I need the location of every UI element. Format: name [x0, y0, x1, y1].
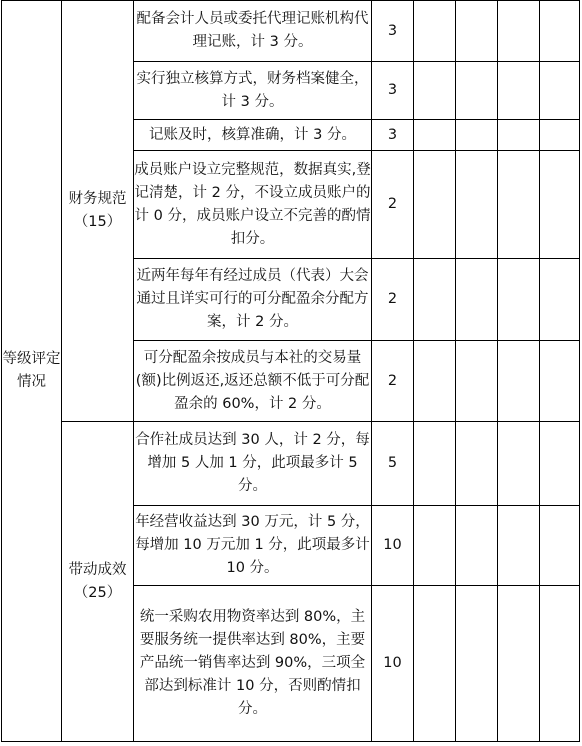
empty-cell: [456, 341, 498, 422]
empty-cell: [414, 506, 456, 586]
empty-cell: [498, 259, 540, 341]
criterion-cell: 成员账户设立完整规范，数据真实,登记清楚，计 2 分，不设立成员账户的计 0 分，成员账户设立不完善的酌情扣分。: [134, 151, 372, 259]
empty-cell: [414, 62, 456, 120]
empty-cell: [540, 151, 580, 259]
group-points: （15）: [73, 214, 122, 230]
empty-cell: [498, 1, 540, 62]
empty-cell: [414, 586, 456, 742]
empty-cell: [498, 151, 540, 259]
score-cell: 3: [372, 120, 414, 151]
group-name: 带动成效: [68, 561, 127, 578]
criterion-cell: 实行独立核算方式，财务档案健全，计 3 分。: [134, 62, 372, 120]
empty-cell: [498, 62, 540, 120]
score-cell: 3: [372, 62, 414, 120]
empty-cell: [540, 506, 580, 586]
empty-cell: [498, 586, 540, 742]
score-cell: 10: [372, 586, 414, 742]
empty-cell: [540, 120, 580, 151]
empty-cell: [456, 151, 498, 259]
criterion-cell: 记账及时，核算准确，计 3 分。: [134, 120, 372, 151]
empty-cell: [540, 259, 580, 341]
group-cell-impact: [62, 422, 134, 742]
empty-cell: [456, 586, 498, 742]
empty-cell: [540, 341, 580, 422]
empty-cell: [540, 422, 580, 506]
score-cell: 5: [372, 422, 414, 506]
empty-cell: [498, 120, 540, 151]
empty-cell: [414, 341, 456, 422]
criterion-cell: 统一采购农用物资率达到 80%，主要服务统一提供率达到 80%，主要产品统一销售率达到 90%，三项全部达到标准计 10 分，否则酌情扣分。: [134, 586, 372, 742]
empty-cell: [414, 120, 456, 151]
empty-cell: [456, 506, 498, 586]
empty-cell: [456, 422, 498, 506]
empty-cell: [414, 1, 456, 62]
score-cell: 3: [372, 1, 414, 62]
empty-cell: [456, 120, 498, 151]
group-name: 财务规范: [68, 191, 127, 207]
group-cell-finance: [62, 1, 134, 422]
empty-cell: [498, 341, 540, 422]
score-cell: 2: [372, 259, 414, 341]
score-cell: 2: [372, 151, 414, 259]
criterion-cell: 配备会计人员或委托代理记账机构代理记账，计 3 分。: [134, 1, 372, 62]
table-row: [2, 422, 580, 506]
criterion-cell: 年经营收益达到 30 万元，计 5 分，每增加 10 万元加 1 分，此项最多计 10 分。: [134, 506, 372, 586]
criterion-cell: 近两年每年有经过成员（代表）大会通过且详实可行的可分配盈余分配方案，计 2 分。: [134, 259, 372, 341]
group-points: （25）: [73, 584, 122, 601]
empty-cell: [498, 506, 540, 586]
empty-cell: [414, 422, 456, 506]
category-cell: 等级评定情况: [2, 1, 62, 742]
score-cell: 10: [372, 506, 414, 586]
empty-cell: [540, 62, 580, 120]
empty-cell: [540, 1, 580, 62]
empty-cell: [456, 259, 498, 341]
empty-cell: [456, 62, 498, 120]
criterion-cell: 可分配盈余按成员与本社的交易量(额)比例返还,返还总额不低于可分配盈余的 60%，计 2 分。: [134, 341, 372, 422]
table-row: [2, 1, 580, 62]
scoring-table: [1, 0, 580, 742]
empty-cell: [456, 1, 498, 62]
criterion-cell: 合作社成员达到 30 人，计 2 分，每增加 5 人加 1 分，此项最多计 5 分。: [134, 422, 372, 506]
empty-cell: [540, 586, 580, 742]
empty-cell: [414, 151, 456, 259]
empty-cell: [414, 259, 456, 341]
score-cell: 2: [372, 341, 414, 422]
empty-cell: [498, 422, 540, 506]
